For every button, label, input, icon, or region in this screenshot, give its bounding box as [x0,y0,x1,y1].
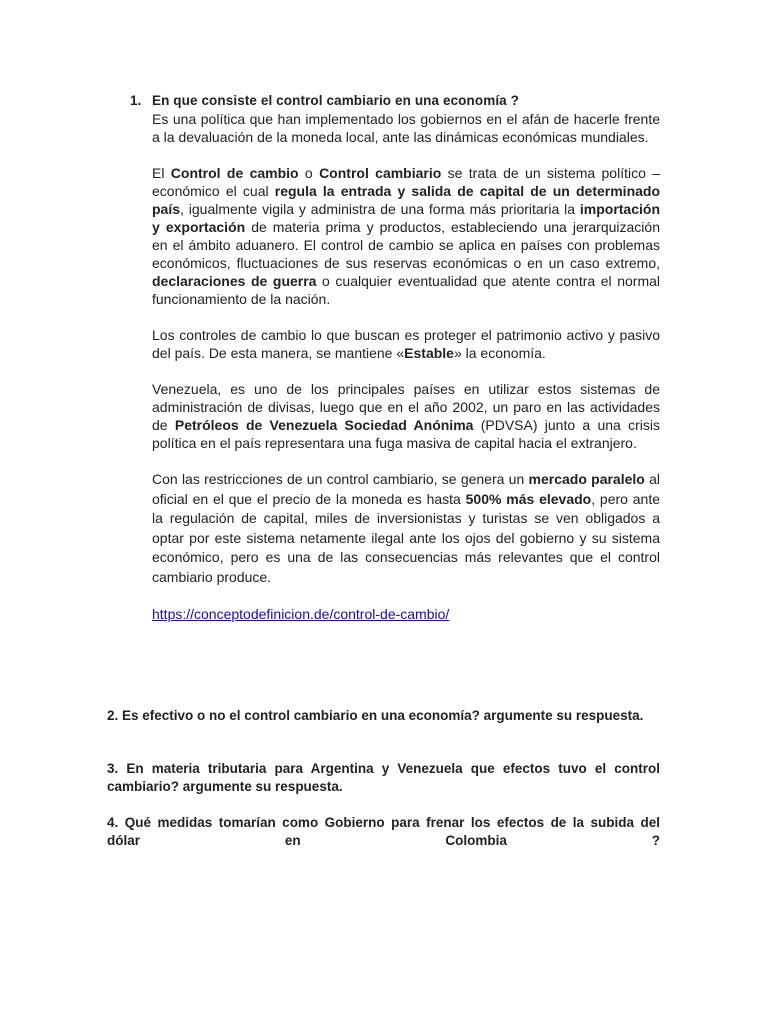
paragraph-1: Es una política que han implementado los gobiernos en el afán de hacerle frente a la devaluación de la moneda local, ante las dinámicas económicas mundiales. [152,111,660,145]
paragraph-2: El Control de cambio o Control cambiario se trata de un sistema político – económico el cual regula la entrada y salida de capital de un determinado país, igualmente vigila y administra de una forma más prioritaria la importación y exportación de materia prima y productos, estableciendo una jerarquización en el ámbito aduanero. El control de cambio se aplica en países con problemas económicos, fluctuaciones de sus reservas económicas o en un caso extremo, declaraciones de guerra o cualquier eventualidad que atente contra el normal funcionamiento de la nación. [152,165,661,307]
question-1-number: 1. [130,93,142,108]
question-4: 4. Qué medidas tomarían como Gobierno para frenar los efectos de la subida del dólar en Colombia ? [107,815,660,848]
question-1-block [130,92,661,624]
question-1-title: En que consiste el control cambiario en una economía ? [152,93,519,108]
question-2: 2. Es efectivo o no el control cambiario en una economía? argumente su respuesta. [107,708,644,723]
paragraph-5: Con las restricciones de un control cambiario, se genera un mercado paralelo al oficial en el que el precio de la moneda es hasta 500% más elevado, pero ante la regulación de capital, miles de inversionistas y turistas se ven obligados a optar por este sistema netamente ilegal ante los ojos del gobierno y su sistema económico, pero es una de las consecuencias más relevantes que el control cambiario produce. [152,471,661,585]
question-3: 3. En materia tributaria para Argentina y Venezuela que efectos tuvo el control cambiario? argumente su respuesta. [107,761,660,794]
paragraph-3: Los controles de cambio lo que buscan es proteger el patrimonio activo y pasivo del país. De esta manera, se mantiene «Estable» la economía. [152,327,660,361]
paragraph-4: Venezuela, es uno de los principales países en utilizar estos sistemas de administración de divisas, luego que en el año 2002, un paro en las actividades de Petróleos de Venezuela Sociedad Anónima (PDVSA) junto a una crisis política en el país representara una fuga masiva de capital hacia el extranjero. [152,381,661,451]
source-link[interactable]: https://conceptodefinicion.de/control-de-cambio/ [152,606,450,622]
